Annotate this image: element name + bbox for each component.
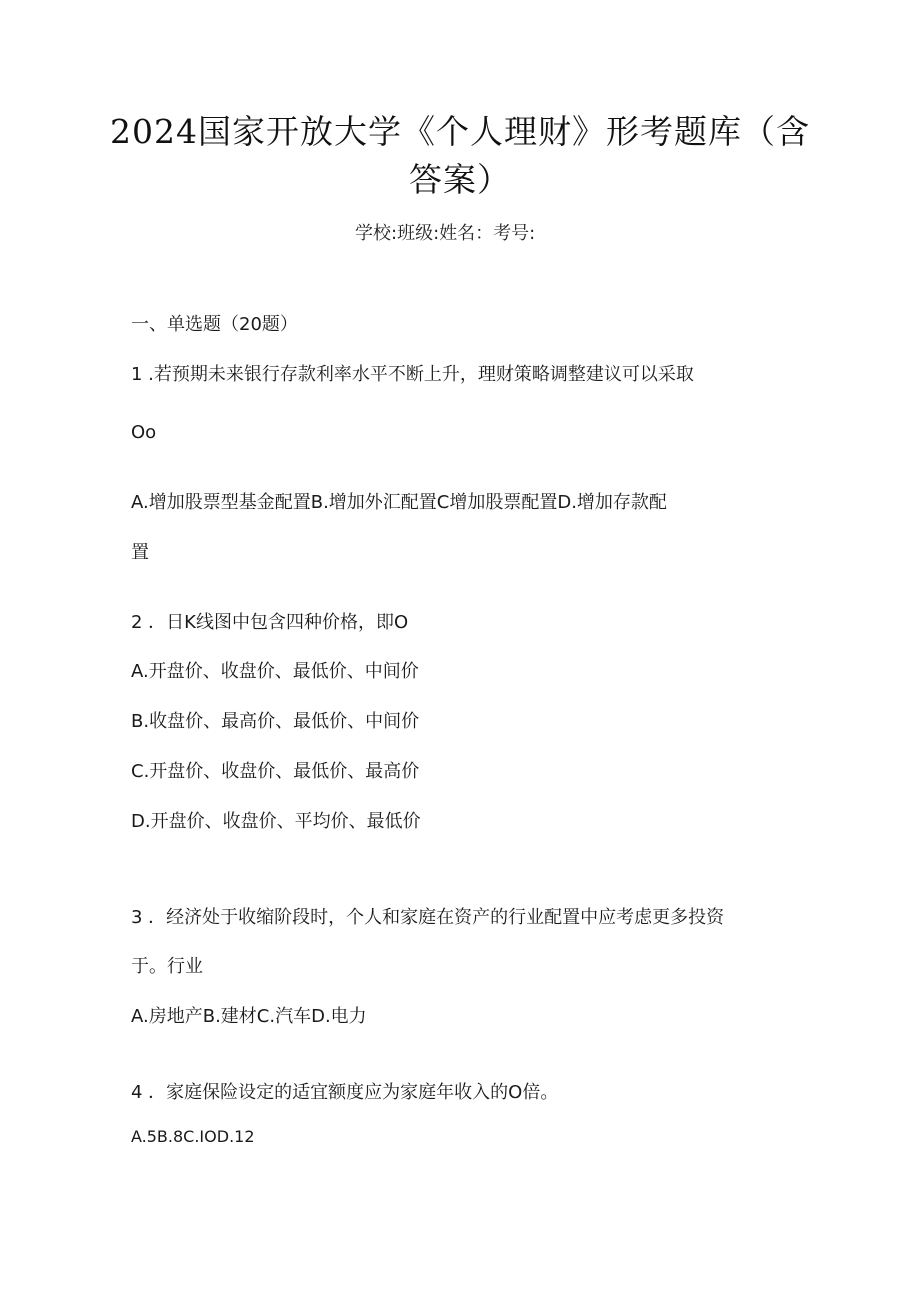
question-2-option-b: B.收盘价、最高价、最低价、中间价 bbox=[131, 711, 420, 732]
question-4-stem: 4 ．家庭保险设定的适宜额度应为家庭年收入的O倍。 bbox=[131, 1082, 559, 1103]
question-3-stem-line-2: 于。行业 bbox=[131, 956, 203, 977]
question-1-stem-line-1: 1 .若预期未来银行存款利率水平不断上升，理财策略调整建议可以采取 bbox=[131, 364, 694, 385]
section-heading: 一、单选题（20题） bbox=[131, 314, 298, 335]
question-4-options: A.5B.8C.IOD.12 bbox=[131, 1127, 255, 1146]
question-2-stem: 2 ．日K线图中包含四种价格，即O bbox=[131, 612, 409, 633]
question-1-options-line-1: A.增加股票型基金配置B.增加外汇配置C增加股票配置D.增加存款配 bbox=[131, 492, 667, 513]
document-title-line-1: 2024国家开放大学《个人理财》形考题库（含 bbox=[110, 112, 810, 151]
question-2-option-c: C.开盘价、收盘价、最低价、最高价 bbox=[131, 761, 420, 782]
question-3-stem-line-1: 3 ．经济处于收缩阶段时，个人和家庭在资产的行业配置中应考虑更多投资 bbox=[131, 907, 725, 928]
question-2-option-a: A.开盘价、收盘价、最低价、中间价 bbox=[131, 661, 419, 682]
question-1-options-line-2: 置 bbox=[131, 542, 149, 563]
student-info-line: 学校:班级:姓名：考号: bbox=[355, 223, 536, 244]
question-2-option-d: D.开盘价、收盘价、平均价、最低价 bbox=[131, 811, 421, 832]
question-3-options: A.房地产B.建材C.汽车D.电力 bbox=[131, 1006, 367, 1027]
document-title-line-2: 答案） bbox=[409, 160, 511, 199]
question-1-stem-line-2: Oo bbox=[131, 422, 157, 443]
